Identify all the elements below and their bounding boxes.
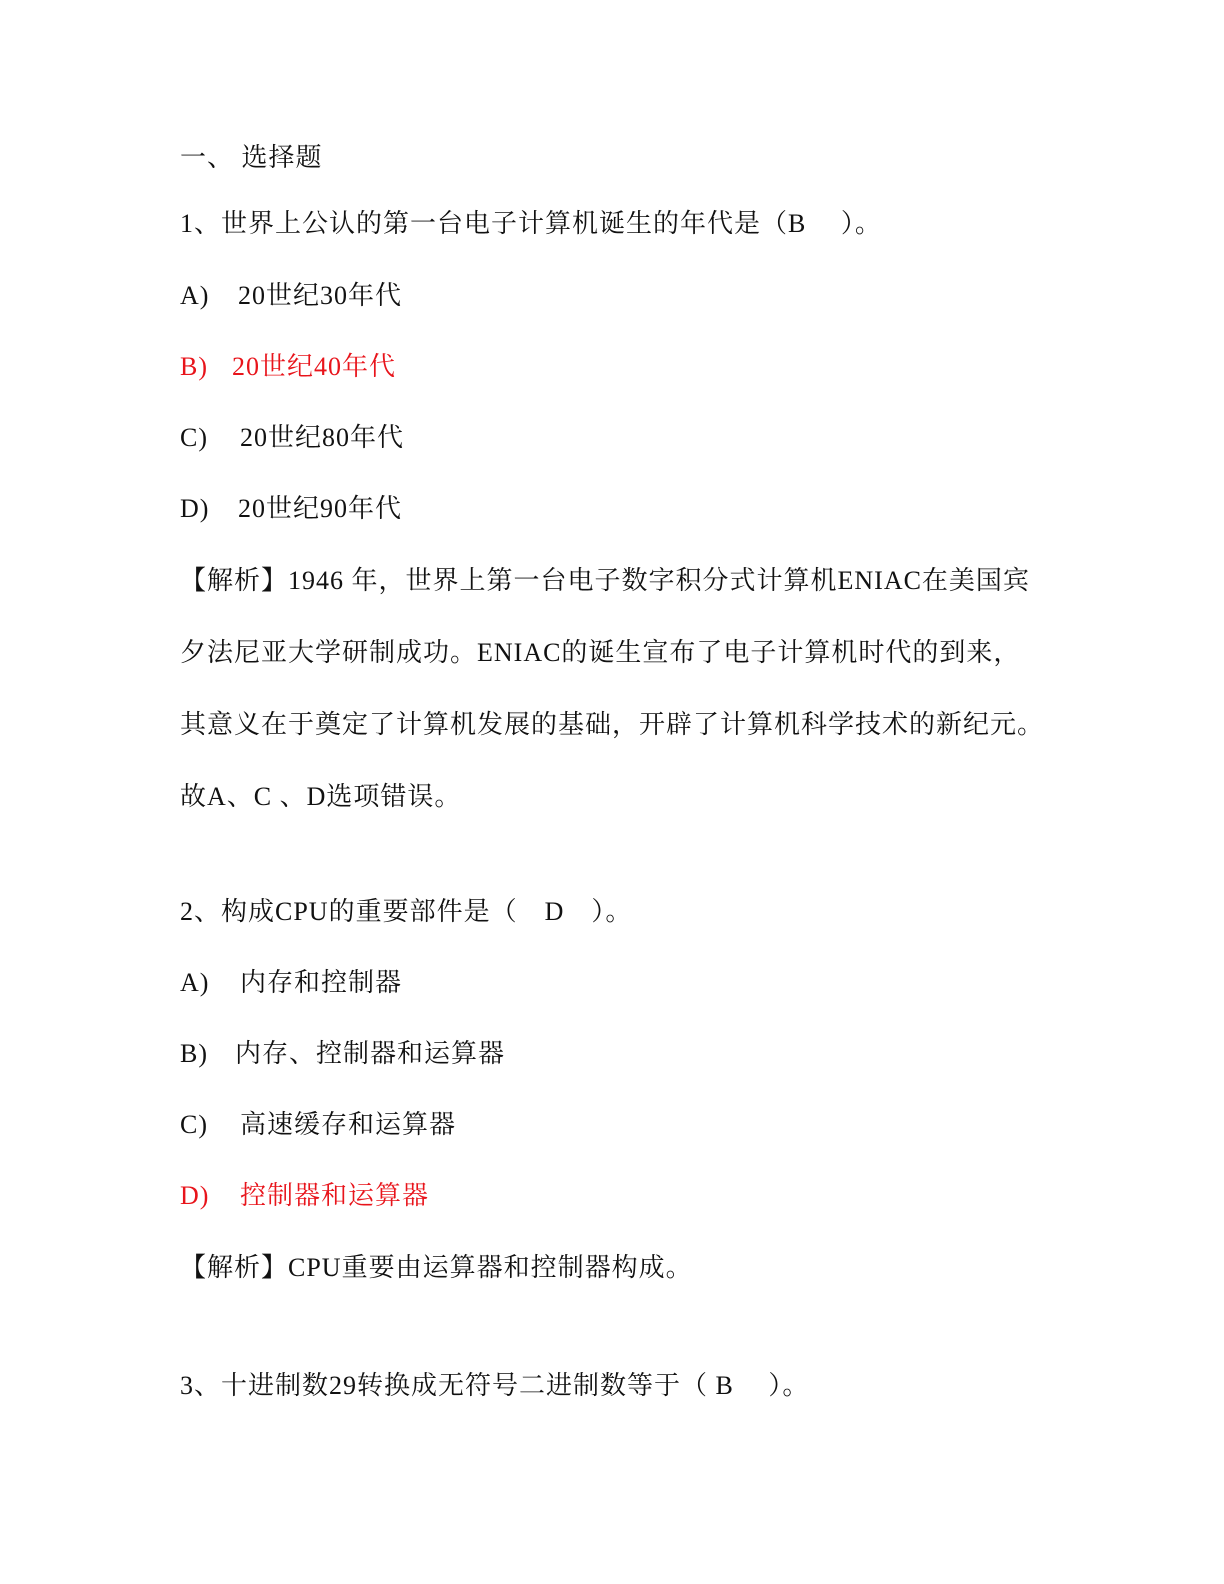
question-1-analysis-line-1: 【解析】1946 年，世界上第一台电子数字积分式计算机ENIAC在美国宾	[180, 566, 1030, 595]
option-text: 内存和控制器	[240, 968, 403, 997]
question-1-option-a	[180, 280, 402, 312]
option-text: 20世纪30年代	[238, 281, 403, 310]
question-2-analysis-line-1: 【解析】CPU重要由运算器和控制器构成。	[180, 1253, 693, 1282]
question-1-option-b-correct	[180, 351, 396, 383]
question-3-stem: 3、十进制数29转换成无符号二进制数等于（ B ）。	[180, 1371, 810, 1400]
question-1-stem: 1、世界上公认的第一台电子计算机诞生的年代是（B ）。	[180, 209, 882, 238]
option-letter: C)	[180, 1110, 208, 1139]
question-2-option-d-correct	[180, 1180, 429, 1212]
option-letter: A)	[180, 968, 210, 997]
question-1-option-d	[180, 493, 402, 525]
question-1-analysis-line-2: 夕法尼亚大学研制成功。ENIAC的诞生宣布了电子计算机时代的到来，	[180, 638, 1021, 667]
option-letter: C)	[180, 423, 208, 452]
option-letter: A)	[180, 281, 210, 310]
option-text: 20世纪80年代	[240, 423, 405, 452]
option-text: 控制器和运算器	[240, 1181, 430, 1210]
option-text: 20世纪90年代	[238, 494, 403, 523]
section-title: 一、 选择题	[180, 143, 323, 172]
option-text: 高速缓存和运算器	[240, 1110, 457, 1139]
option-text: 20世纪40年代	[232, 352, 397, 381]
question-1-option-c	[180, 422, 404, 454]
question-2-stem: 2、构成CPU的重要部件是（ D ）。	[180, 897, 633, 926]
question-1-analysis-line-4: 故A、C 、D选项错误。	[180, 782, 462, 811]
question-1-analysis-line-3: 其意义在于奠定了计算机发展的基础，开辟了计算机科学技术的新纪元。	[180, 710, 1045, 739]
question-2-option-c	[180, 1109, 456, 1141]
option-letter: B)	[180, 1039, 208, 1068]
option-letter: D)	[180, 1181, 210, 1210]
option-text: 内存、控制器和运算器	[235, 1039, 506, 1068]
question-2-option-b	[180, 1038, 505, 1070]
option-letter: D)	[180, 494, 210, 523]
option-letter: B)	[180, 352, 208, 381]
question-2-option-a	[180, 967, 402, 999]
